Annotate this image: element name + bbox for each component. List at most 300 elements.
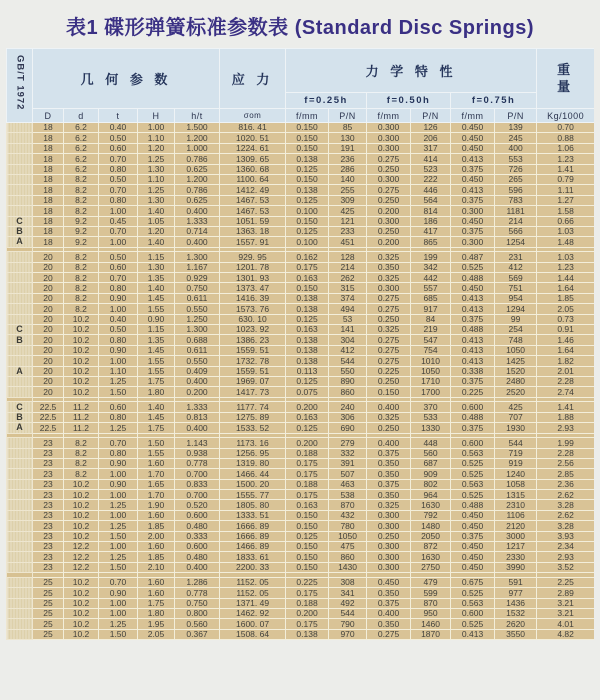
- cell: 0.550: [175, 304, 220, 314]
- cell: 0.80: [99, 412, 138, 422]
- cell: 1100. 64: [220, 174, 286, 184]
- cell: 8.2: [64, 304, 99, 314]
- cell: 20: [33, 356, 64, 366]
- cell: 10.2: [64, 325, 99, 335]
- cell: 12.2: [64, 552, 99, 562]
- cell: 1710: [411, 376, 451, 386]
- cell: 1666. 89: [220, 531, 286, 541]
- cell: 1.75: [138, 423, 175, 433]
- series-label: [7, 490, 33, 500]
- cell: 191: [329, 143, 367, 153]
- table-row: [7, 469, 595, 479]
- cell: 2620: [495, 619, 537, 629]
- cell: 1330: [411, 423, 451, 433]
- table-row: [7, 262, 595, 272]
- cell: 1.00: [99, 490, 138, 500]
- series-label: A: [7, 366, 33, 376]
- cell: 0.162: [286, 252, 329, 262]
- cell: 0.480: [175, 552, 220, 562]
- cell: 0.275: [367, 629, 411, 639]
- cell: 0.80: [99, 335, 138, 345]
- col-d: d: [64, 109, 99, 123]
- series-label: [7, 469, 33, 479]
- cell: 20: [33, 345, 64, 355]
- cell: 0.550: [175, 356, 220, 366]
- disc-spring-table-wrap: [6, 48, 594, 700]
- cell: 23: [33, 438, 64, 448]
- cell: 0.138: [286, 304, 329, 314]
- table-row: [7, 366, 595, 376]
- cell: 1.10: [138, 174, 175, 184]
- cell: 8.2: [64, 174, 99, 184]
- cell: 0.367: [175, 629, 220, 639]
- cell: 1.41: [537, 164, 594, 174]
- cell: 0.79: [537, 174, 594, 184]
- cell: 1430: [329, 562, 367, 572]
- cell: 1480: [411, 521, 451, 531]
- cell: 10.2: [64, 335, 99, 345]
- table-row: [7, 423, 595, 433]
- cell: 0.188: [286, 448, 329, 458]
- cell: 0.488: [451, 273, 495, 283]
- cell: 1.30: [138, 164, 175, 174]
- table-row: [7, 402, 595, 412]
- cell: 1152. 05: [220, 588, 286, 598]
- cell: 0.450: [451, 123, 495, 133]
- cell: 475: [329, 542, 367, 552]
- cell: 53: [329, 314, 367, 324]
- col-f3: f/mm: [451, 109, 495, 123]
- cell: 919: [495, 458, 537, 468]
- cell: 2.62: [537, 490, 594, 500]
- cell: 0.375: [451, 531, 495, 541]
- cell: 9.2: [64, 226, 99, 236]
- cell: 0.50: [99, 252, 138, 262]
- cell: 872: [411, 542, 451, 552]
- cell: 0.150: [367, 387, 411, 397]
- cell: 0.300: [367, 542, 411, 552]
- cell: 1.00: [99, 304, 138, 314]
- cell: 0.450: [451, 143, 495, 153]
- cell: 0.45: [99, 216, 138, 226]
- cell: 308: [329, 577, 367, 587]
- series-label: [7, 174, 33, 184]
- cell: 1.00: [99, 356, 138, 366]
- cell: 0.113: [286, 366, 329, 376]
- table-row: [7, 510, 595, 520]
- cell: 569: [495, 273, 537, 283]
- cell: 0.150: [286, 510, 329, 520]
- table-row: [7, 293, 595, 303]
- cell: 8.2: [64, 438, 99, 448]
- cell: 1.00: [99, 469, 138, 479]
- cell: 130: [329, 133, 367, 143]
- table-row: [7, 479, 595, 489]
- cell: 0.50: [99, 325, 138, 335]
- cell: 0.400: [367, 402, 411, 412]
- cell: 8.2: [64, 262, 99, 272]
- cell: 1.30: [138, 262, 175, 272]
- col-f2: f/mm: [367, 109, 411, 123]
- cell: 2.56: [537, 458, 594, 468]
- col-H: H: [138, 109, 175, 123]
- series-label: C: [7, 402, 33, 412]
- cell: 22.5: [33, 423, 64, 433]
- cell: 2.89: [537, 588, 594, 598]
- cell: 0.90: [99, 458, 138, 468]
- table-row: [7, 588, 595, 598]
- cell: 309: [329, 195, 367, 205]
- series-label: [7, 356, 33, 366]
- cell: 0.50: [99, 174, 138, 184]
- cell: 0.300: [367, 143, 411, 153]
- cell: 0.250: [367, 376, 411, 386]
- cell: 1.58: [537, 206, 594, 216]
- cell: 1373. 47: [220, 283, 286, 293]
- cell: 3.21: [537, 608, 594, 618]
- cell: 0.300: [451, 206, 495, 216]
- series-label: A: [7, 237, 33, 247]
- table-row: [7, 226, 595, 236]
- cell: 1436: [495, 598, 537, 608]
- cell: 1.300: [175, 325, 220, 335]
- cell: 18: [33, 123, 64, 133]
- cell: 1.60: [138, 510, 175, 520]
- table-row: [7, 314, 595, 324]
- cell: 0.150: [286, 133, 329, 143]
- cell: 719: [495, 448, 537, 458]
- cell: 1.46: [537, 335, 594, 345]
- table-row: [7, 387, 595, 397]
- col-f1: f/mm: [286, 109, 329, 123]
- cell: 1.82: [537, 356, 594, 366]
- cell: 977: [495, 588, 537, 598]
- cell: 0.300: [367, 552, 411, 562]
- cell: 1732. 78: [220, 356, 286, 366]
- cell: 0.563: [451, 448, 495, 458]
- cell: 1.25: [99, 376, 138, 386]
- cell: 219: [411, 325, 451, 335]
- cell: 0.409: [175, 366, 220, 376]
- cell: 860: [329, 387, 367, 397]
- cell: 12.2: [64, 542, 99, 552]
- table-row: [7, 237, 595, 247]
- cell: 1.75: [138, 376, 175, 386]
- cell: 0.138: [286, 335, 329, 345]
- series-label: [7, 345, 33, 355]
- table-row: [7, 283, 595, 293]
- cell: 1.64: [537, 345, 594, 355]
- cell: 1.55: [138, 366, 175, 376]
- page-title: 表1 碟形弹簧标准参数表 (Standard Disc Springs): [65, 17, 535, 39]
- cell: 0.611: [175, 293, 220, 303]
- series-label: [7, 562, 33, 572]
- cell: 0.250: [367, 226, 411, 236]
- cell: 3550: [495, 629, 537, 639]
- cell: 8.2: [64, 206, 99, 216]
- cell: 1.00: [99, 598, 138, 608]
- cell: 2.01: [537, 366, 594, 376]
- cell: 1386. 23: [220, 335, 286, 345]
- cell: 1.85: [537, 293, 594, 303]
- cell: 0.88: [537, 133, 594, 143]
- cell: 140: [329, 174, 367, 184]
- series-label: [7, 588, 33, 598]
- cell: 0.125: [286, 226, 329, 236]
- cell: 1020. 51: [220, 133, 286, 143]
- series-label: [7, 376, 33, 386]
- cell: 279: [329, 438, 367, 448]
- cell: 0.250: [367, 531, 411, 541]
- cell: 564: [411, 195, 451, 205]
- cell: 0.375: [451, 314, 495, 324]
- cell: 0.413: [451, 356, 495, 366]
- cell: 0.525: [451, 262, 495, 272]
- cell: 0.400: [175, 562, 220, 572]
- cell: 451: [329, 237, 367, 247]
- cell: 2200. 33: [220, 562, 286, 572]
- cell: 0.350: [367, 619, 411, 629]
- cell: 2310: [495, 500, 537, 510]
- cell: 23: [33, 479, 64, 489]
- cell: 2.25: [537, 577, 594, 587]
- cell: 1301. 93: [220, 273, 286, 283]
- standard-label: GB/T 1972: [14, 55, 26, 111]
- cell: 1.40: [138, 283, 175, 293]
- cell: 0.325: [367, 273, 411, 283]
- cell: 0.225: [367, 366, 411, 376]
- cell: 0.333: [175, 531, 220, 541]
- cell: 1201. 78: [220, 262, 286, 272]
- cell: 599: [411, 588, 451, 598]
- cell: 1.40: [138, 402, 175, 412]
- cell: 25: [33, 577, 64, 587]
- cell: 2050: [411, 531, 451, 541]
- cell: 1.20: [138, 143, 175, 153]
- cell: 332: [329, 448, 367, 458]
- cell: 0.150: [286, 174, 329, 184]
- cell: 0.275: [367, 356, 411, 366]
- cell: 10.2: [64, 588, 99, 598]
- cell: 1630: [411, 552, 451, 562]
- cell: 0.275: [367, 154, 411, 164]
- cell: 0.138: [286, 345, 329, 355]
- cell: 0.91: [537, 325, 594, 335]
- cell: 1460: [411, 619, 451, 629]
- cell: 8.2: [64, 448, 99, 458]
- cell: 596: [495, 185, 537, 195]
- cell: 3.52: [537, 562, 594, 572]
- table-row: [7, 438, 595, 448]
- cell: 2330: [495, 552, 537, 562]
- cell: 6.2: [64, 143, 99, 153]
- cell: 20: [33, 325, 64, 335]
- cell: 0.375: [367, 448, 411, 458]
- cell: 10.2: [64, 598, 99, 608]
- cell: 20: [33, 262, 64, 272]
- series-label: [7, 510, 33, 520]
- cell: 2.93: [537, 552, 594, 562]
- cell: 1.60: [138, 458, 175, 468]
- cell: 0.488: [451, 412, 495, 422]
- cell: 10.2: [64, 577, 99, 587]
- table-row: [7, 448, 595, 458]
- cell: 685: [411, 293, 451, 303]
- cell: 23: [33, 510, 64, 520]
- cell: 0.450: [451, 562, 495, 572]
- cell: 0.60: [99, 402, 138, 412]
- cell: 1.75: [138, 598, 175, 608]
- cell: 0.375: [451, 226, 495, 236]
- cell: 1309. 65: [220, 154, 286, 164]
- cell: 23: [33, 552, 64, 562]
- cell: 0.350: [367, 458, 411, 468]
- cell: 0.300: [367, 174, 411, 184]
- cell: 1.03: [537, 226, 594, 236]
- cell: 0.786: [175, 185, 220, 195]
- cell: 1555. 77: [220, 490, 286, 500]
- cell: 432: [329, 510, 367, 520]
- col-P3: P/N: [495, 109, 537, 123]
- series-label: [7, 577, 33, 587]
- series-label: [7, 619, 33, 629]
- table-row: [7, 273, 595, 283]
- cell: 553: [495, 154, 537, 164]
- cell: 8.2: [64, 195, 99, 205]
- cell: 3990: [495, 562, 537, 572]
- cell: 463: [329, 479, 367, 489]
- cell: 1.00: [138, 123, 175, 133]
- cell: 566: [495, 226, 537, 236]
- cell: 0.488: [451, 500, 495, 510]
- cell: 1050: [495, 345, 537, 355]
- cell: 2120: [495, 521, 537, 531]
- cell: 20: [33, 252, 64, 262]
- cell: 0.275: [367, 293, 411, 303]
- cell: 0.125: [286, 531, 329, 541]
- cell: 0.163: [286, 412, 329, 422]
- cell: 414: [411, 154, 451, 164]
- cell: 523: [411, 164, 451, 174]
- cell: 1.48: [537, 237, 594, 247]
- cell: 0.300: [367, 283, 411, 293]
- cell: 374: [329, 293, 367, 303]
- cell: 0.600: [451, 608, 495, 618]
- table-row: [7, 500, 595, 510]
- cell: 0.175: [286, 619, 329, 629]
- cell: 0.480: [175, 521, 220, 531]
- cell: 0.450: [451, 510, 495, 520]
- cell: 1.286: [175, 577, 220, 587]
- cell: 0.525: [451, 490, 495, 500]
- series-label: [7, 500, 33, 510]
- cell: 1.25: [99, 500, 138, 510]
- cell: 1.50: [99, 629, 138, 639]
- cell: 0.70: [99, 185, 138, 195]
- cell: 814: [411, 206, 451, 216]
- cell: 141: [329, 325, 367, 335]
- disc-spring-table: [6, 48, 594, 640]
- cell: 0.175: [286, 469, 329, 479]
- cell: 1217: [495, 542, 537, 552]
- cell: 1.85: [138, 521, 175, 531]
- series-label: [7, 531, 33, 541]
- cell: 0.40: [99, 314, 138, 324]
- cell: 23: [33, 562, 64, 572]
- cell: 0.90: [99, 588, 138, 598]
- cell: 802: [411, 479, 451, 489]
- cell: 0.375: [451, 164, 495, 174]
- cell: 0.413: [451, 345, 495, 355]
- cell: 1058: [495, 479, 537, 489]
- cell: 1275. 89: [220, 412, 286, 422]
- cell: 199: [411, 252, 451, 262]
- cell: 1533. 52: [220, 423, 286, 433]
- cell: 0.688: [175, 335, 220, 345]
- cell: 306: [329, 412, 367, 422]
- cell: 0.350: [367, 588, 411, 598]
- cell: 0.150: [286, 552, 329, 562]
- cell: 286: [329, 164, 367, 174]
- series-label: [7, 304, 33, 314]
- cell: 816. 41: [220, 123, 286, 133]
- table-row: [7, 325, 595, 335]
- cell: 1520: [495, 366, 537, 376]
- cell: 0.80: [99, 448, 138, 458]
- cell: 909: [411, 469, 451, 479]
- cell: 0.150: [286, 283, 329, 293]
- cell: 8.2: [64, 293, 99, 303]
- cell: 0.600: [451, 438, 495, 448]
- table-row: [7, 185, 595, 195]
- cell: 954: [495, 293, 537, 303]
- series-label: [7, 629, 33, 639]
- cell: 3.28: [537, 521, 594, 531]
- cell: 1.70: [138, 490, 175, 500]
- cell: 0.375: [367, 479, 411, 489]
- cell: 0.325: [367, 252, 411, 262]
- cell: 1.20: [138, 226, 175, 236]
- cell: 18: [33, 164, 64, 174]
- cell: 10.2: [64, 366, 99, 376]
- cell: 11.2: [64, 412, 99, 422]
- cell: 214: [329, 262, 367, 272]
- cell: 0.600: [175, 510, 220, 520]
- cell: 0.300: [367, 123, 411, 133]
- cell: 0.100: [286, 237, 329, 247]
- stress-group-header: 应 力: [220, 49, 286, 109]
- cell: 233: [329, 226, 367, 236]
- col-P1: P/N: [329, 109, 367, 123]
- cell: 1.143: [175, 438, 220, 448]
- series-label: [7, 262, 33, 272]
- cell: 0.66: [537, 216, 594, 226]
- cell: 0.150: [286, 542, 329, 552]
- cell: 591: [495, 577, 537, 587]
- cell: 1.06: [537, 143, 594, 153]
- cell: 1.80: [138, 608, 175, 618]
- cell: 25: [33, 588, 64, 598]
- series-label: [7, 195, 33, 205]
- cell: 6.2: [64, 123, 99, 133]
- deflection-075h-header: f=0.75h: [451, 93, 537, 109]
- deflection-025h-header: f=0.25h: [286, 93, 367, 109]
- cell: 0.300: [367, 216, 411, 226]
- cell: 0.163: [286, 273, 329, 283]
- cell: 1.60: [138, 577, 175, 587]
- cell: 544: [329, 608, 367, 618]
- cell: 0.200: [367, 237, 411, 247]
